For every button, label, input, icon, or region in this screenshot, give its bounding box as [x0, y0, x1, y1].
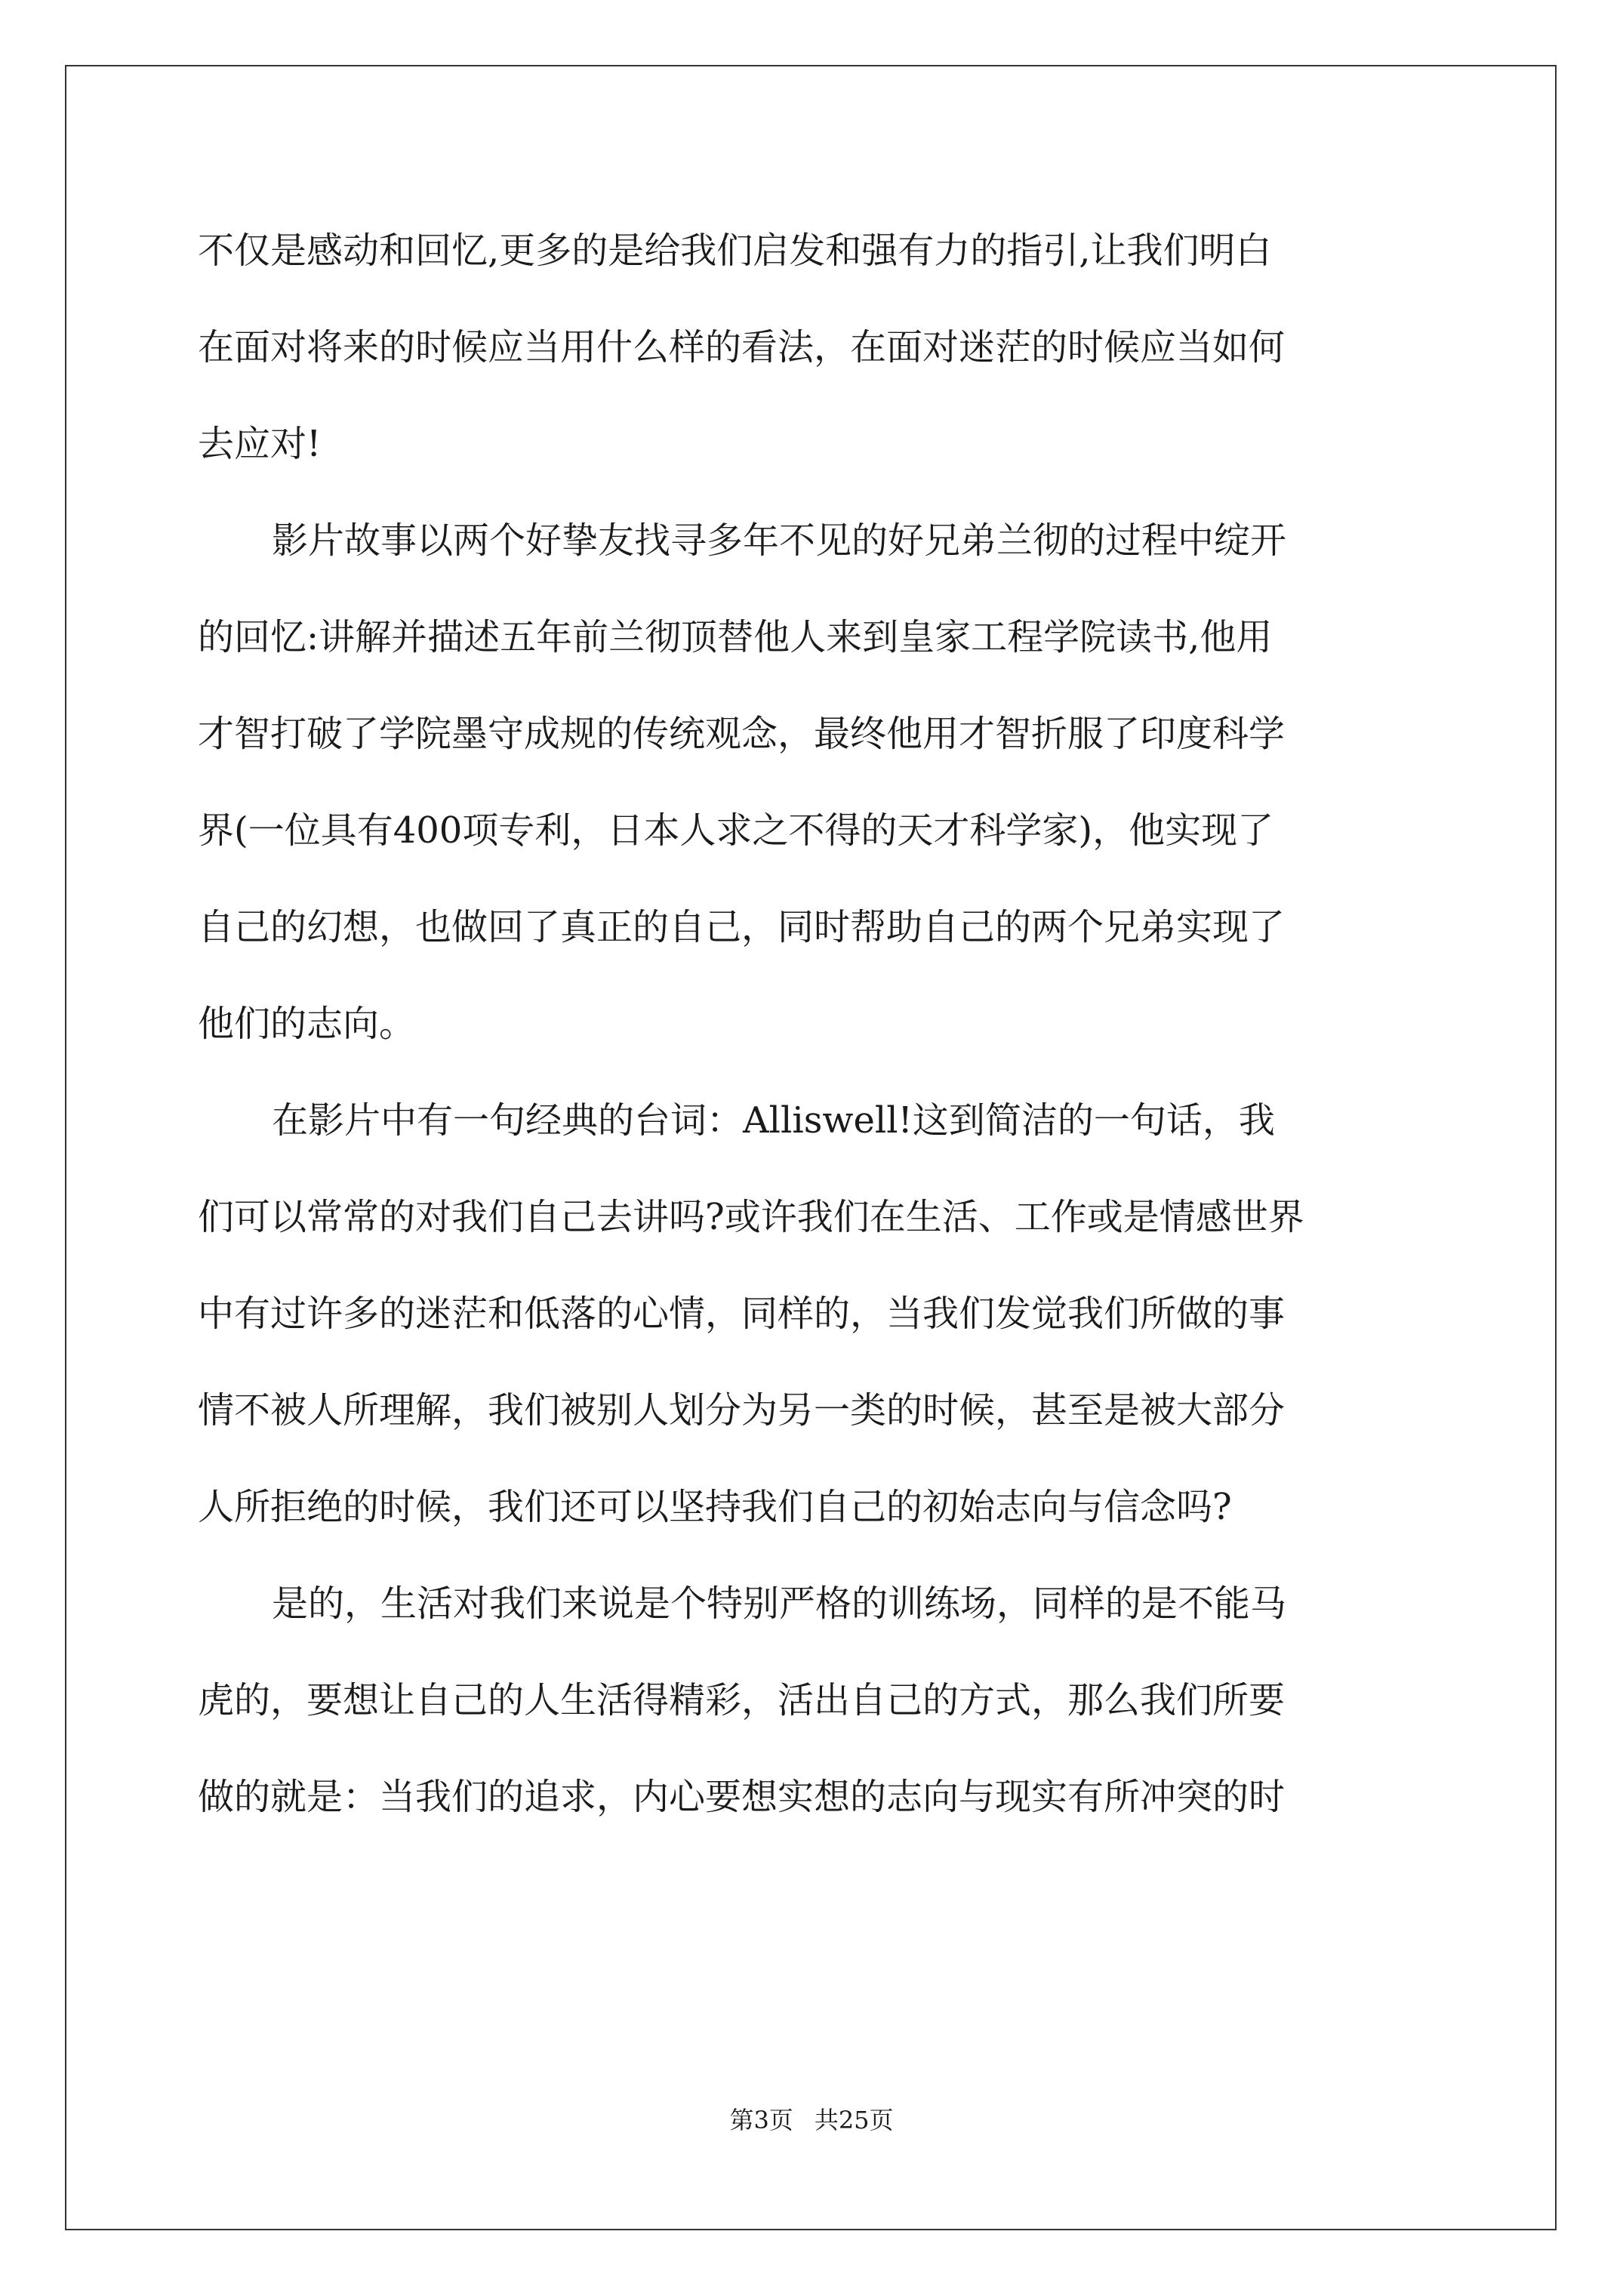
paragraph-first-line: 在影片中有一句经典的台词：Alliswell!这到简洁的一句话，我	[272, 1099, 1275, 1142]
text-line: 中有过许多的迷茫和低落的心情，同样的，当我们发觉我们所做的事	[198, 1293, 1286, 1335]
document-body	[198, 202, 1428, 1845]
text-line: 做的就是：当我们的追求，内心要想实想的志向与现实有所冲突的时	[198, 1776, 1286, 1818]
page-number: 第3页	[729, 2106, 793, 2134]
paragraph-first-line: 影片故事以两个好挚友找寻多年不见的好兄弟兰彻的过程中绽开	[272, 519, 1287, 562]
text-line: 他们的志向。	[198, 1003, 416, 1045]
text-line: 界(一位具有400项专利，日本人求之不得的天才科学家)，他实现了	[198, 809, 1274, 852]
text-line: 虎的，要想让自己的人生活得精彩，活出自己的方式，那么我们所要	[198, 1679, 1286, 1721]
page-total: 共25页	[814, 2106, 894, 2134]
page-footer	[0, 2105, 1623, 2135]
paragraph-first-line: 是的，生活对我们来说是个特别严格的训练场，同样的是不能马	[272, 1583, 1287, 1625]
text-line: 在面对将来的时候应当用什么样的看法，在面对迷茫的时候应当如何	[198, 326, 1286, 368]
text-line: 才智打破了学院墨守成规的传统观念，最终他用才智折服了印度科学	[198, 713, 1286, 755]
text-line: 们可以常常的对我们自己去讲吗?或许我们在生活、工作或是情感世界	[198, 1196, 1304, 1238]
text-line: 去应对!	[198, 423, 322, 465]
text-line: 情不被人所理解，我们被别人划分为另一类的时候，甚至是被大部分	[198, 1389, 1286, 1432]
text-line: 不仅是感动和回忆,更多的是给我们启发和强有力的指引,让我们明白	[198, 230, 1272, 272]
text-line: 人所拒绝的时候，我们还可以坚持我们自己的初始志向与信念吗?	[198, 1486, 1232, 1528]
text-line: 的回忆:讲解并描述五年前兰彻顶替他人来到皇家工程学院读书,他用	[198, 616, 1273, 658]
text-line: 自己的幻想，也做回了真正的自己，同时帮助自己的两个兄弟实现了	[198, 906, 1286, 948]
